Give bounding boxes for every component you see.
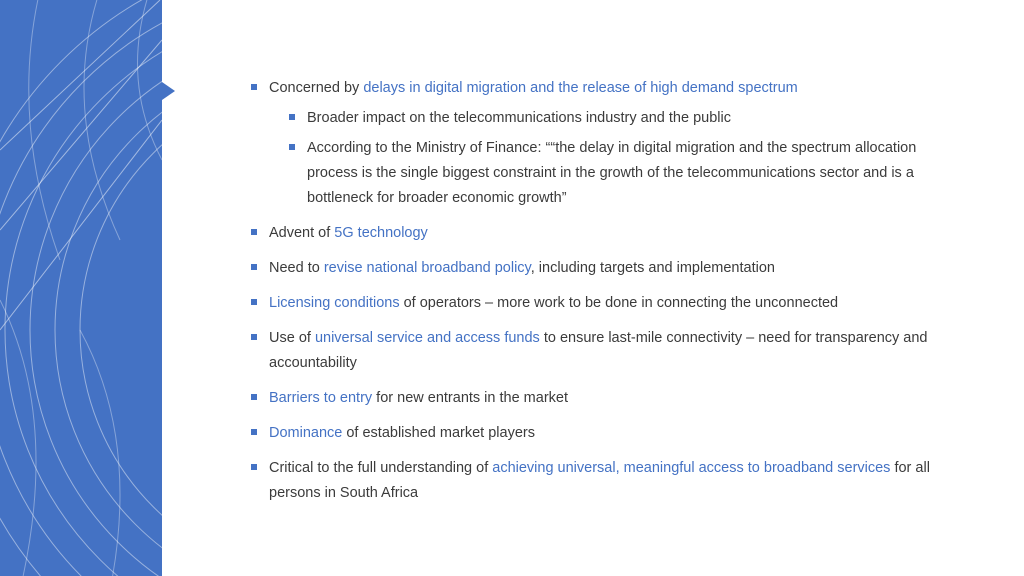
bullet-text-after: , including targets and implementation	[530, 260, 775, 276]
bullet-highlight: 5G technology	[334, 225, 428, 241]
bullet-barriers	[250, 386, 950, 411]
bullet-text-after: of operators – more work to be done in connecting the unconnected	[399, 295, 839, 311]
bullet-list	[250, 76, 950, 506]
bullet-licensing	[250, 291, 950, 316]
bullet-highlight: delays in digital migration and the release of high demand spectrum	[363, 80, 798, 96]
sub-bullet-broader-impact	[288, 106, 950, 131]
bullet-text-after: for new entrants in the market	[372, 390, 568, 406]
bullet-dominance	[250, 421, 950, 446]
bullet-text: Critical to the full understanding of	[269, 460, 493, 476]
bullet-highlight: Barriers to entry	[269, 390, 373, 406]
bullet-text-after: to ensure last-mile connectivity – need for transparency and accountability	[269, 330, 928, 371]
bullet-text: Concerned by	[269, 80, 364, 96]
sub-bullet-ministry-quote	[288, 136, 950, 211]
decorative-arcs	[0, 0, 162, 576]
bullet-critical	[250, 456, 950, 506]
side-decor-panel	[0, 0, 162, 576]
bullet-highlight: Licensing conditions	[269, 295, 400, 311]
bullet-text: Need to	[269, 260, 324, 276]
bullet-highlight: Dominance	[269, 425, 343, 441]
bullet-highlight: universal service and access funds	[314, 330, 540, 346]
bullet-5g	[250, 221, 950, 246]
bullet-universal-service	[250, 326, 950, 376]
bullet-highlight: revise national broadband policy	[323, 260, 531, 276]
bullet-text: Advent of	[269, 225, 335, 241]
bullet-text: According to the Ministry of Finance: ““the delay in digital migration and the spectrum allocation process is the single biggest constraint in the growth of the telecommunications sector and is a bottleneck for broader economic growth”	[307, 140, 917, 206]
bullet-text: Use of	[269, 330, 315, 346]
bullet-digital-migration	[250, 76, 950, 101]
bullet-broadband-policy	[250, 256, 950, 281]
bullet-text: Broader impact on the telecommunications industry and the public	[307, 110, 731, 126]
bullet-text-after: for all persons in South Africa	[269, 460, 930, 501]
bullet-highlight: achieving universal, meaningful access to broadband services	[492, 460, 891, 476]
side-panel-pointer	[162, 82, 175, 100]
bullet-text-after: of established market players	[342, 425, 535, 441]
